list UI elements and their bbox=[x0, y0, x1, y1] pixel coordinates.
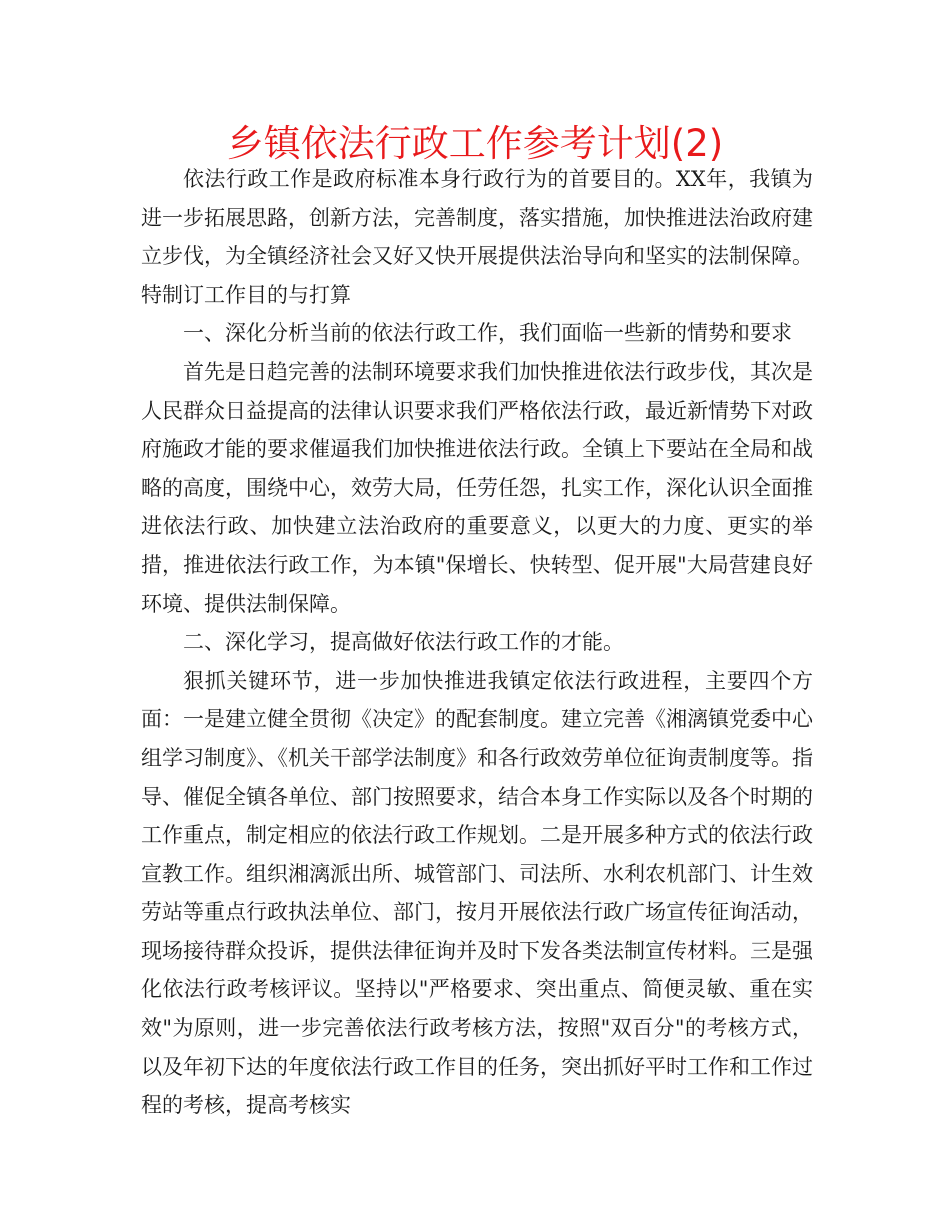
paragraph-situation: 首先是日趋完善的法制环境要求我们加快推进依法行政步伐，其次是人民群众日益提高的法律认识要求我们严格依法行政，最近新情势下对政府施政才能的要求催逼我们加快推进依法行政。全镇上下要站在全局和战略的高度，围绕中心，效劳大局，任劳任怨，扎实工作，深化认识全面推进依法行政、加快建立法治政府的重要意义，以更大的力度、更实的举措，推进依法行政工作，为本镇"保增长、快转型、促开展"大局营建良好环境、提供法制保障。 bbox=[141, 359, 813, 616]
document-title: 乡镇依法行政工作参考计划(2) bbox=[226, 122, 724, 165]
paragraph-measures: 狠抓关键环节，进一步加快推进我镇定依法行政进程，主要四个方面：一是建立健全贯彻《决定》的配套制度。建立完善《湘漓镇党委中心组学习制度》、《机关干部学法制度》和各行政效劳单位征询责制度等。指导、催促全镇各单位、部门按照要求，结合本身工作实际以及各个时期的工作重点，制定相应的依法行政工作规划。二是开展多种方式的依法行政宣教工作。组织湘漓派出所、城管部门、司法所、水利农机部门、计生效劳站等重点行政执法单位、部门，按月开展依法行政广场宣传征询活动，现场接待群众投诉，提供法律征询并及时下发各类法制宣传材料。三是强化依法行政考核评议。坚持以"严格要求、突出重点、简便灵敏、重在实效"为原则，进一步完善依法行政考核方法，按照"双百分"的考核方式，以及年初下达的年度依法行政工作目的任务，突出抓好平时工作和工作过程的考核，提高考核实 bbox=[141, 668, 813, 1118]
paragraph-heading-1: 一、深化分析当前的依法行政工作，我们面临一些新的情势和要求 bbox=[183, 321, 792, 346]
paragraph-intro: 依法行政工作是政府标准本身行政行为的首要目的。XX年，我镇为进一步拓展思路，创新方法，完善制度，落实措施，加快推进法治政府建立步伐，为全镇经济社会又好又快开展提供法治导向和坚实的法制保障。特制订工作目的与打算 bbox=[141, 167, 813, 307]
paragraph-heading-2: 二、深化学习，提高做好依法行政工作的才能。 bbox=[183, 630, 624, 655]
document-body bbox=[141, 160, 813, 1125]
